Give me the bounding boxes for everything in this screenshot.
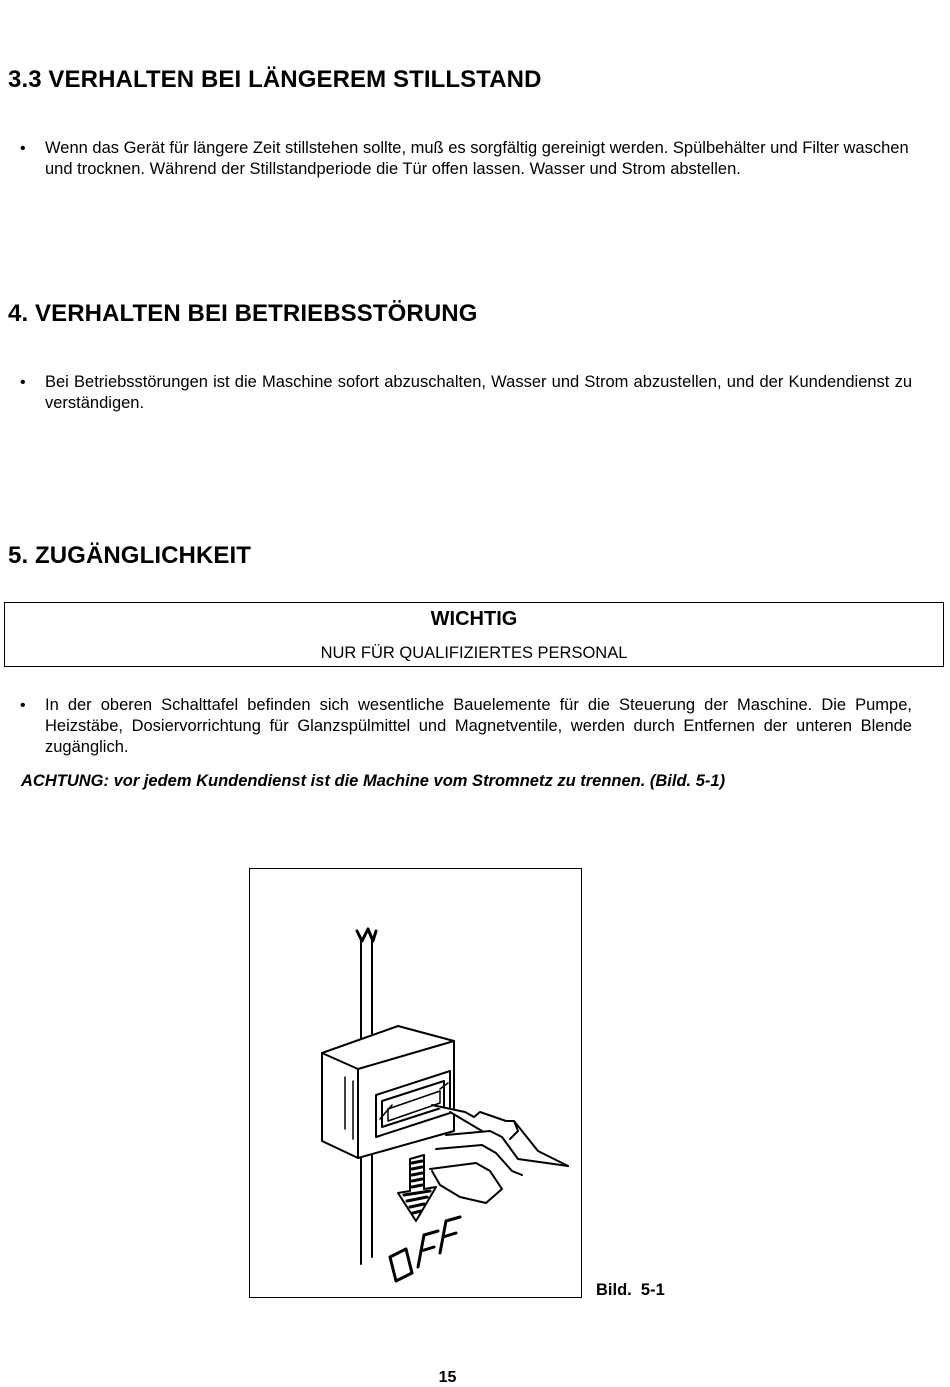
hand-pressing-off-switch-illustration xyxy=(250,869,581,1297)
notice-text: NUR FÜR QUALIFIZIERTES PERSONAL xyxy=(320,644,628,662)
section-5-bullet xyxy=(20,695,912,758)
section-4-text: Bei Betriebsstörungen ist die Maschine sofort abzuschalten, Wasser und Strom abzustellen, und der Kundendienst zu verständigen. xyxy=(45,373,912,412)
page-number: 15 xyxy=(438,1369,457,1386)
bullet-icon: • xyxy=(20,697,26,714)
section-5-text: In der oberen Schalttafel befinden sich wesentliche Bauelemente für die Steuerung der Maschine. Die Pumpe, Heizstäbe, Dosiervorrichtung für Glanzspülmittel und Magnetventile, werden durch Entfernen der unteren Blende zugänglich. xyxy=(45,696,912,756)
section-3-3-text: Wenn das Gerät für längere Zeit stillstehen sollte, muß es sorgfältig gereinigt werden. Spülbehälter und Filter waschen und trocknen. Während der Stillstandperiode die Tür offen lassen. Wasser und Strom abstellen. xyxy=(45,139,909,178)
figure-caption: Bild. 5-1 xyxy=(596,1281,665,1299)
figure-frame xyxy=(249,868,582,1298)
warning-text: ACHTUNG: vor jedem Kundendienst ist die Machine vom Stromnetz zu trennen. (Bild. 5-1) xyxy=(21,772,726,790)
section-4-heading: 4. VERHALTEN BEI BETRIEBSSTÖRUNG xyxy=(8,300,478,327)
bullet-icon: • xyxy=(20,140,26,157)
bullet-icon: • xyxy=(20,374,26,391)
section-4-bullet xyxy=(20,372,912,414)
notice-title: WICHTIG xyxy=(430,608,518,630)
section-5-heading: 5. ZUGÄNGLICHKEIT xyxy=(8,542,252,569)
section-3-3-heading: 3.3 VERHALTEN BEI LÄNGEREM STILLSTAND xyxy=(8,66,542,93)
section-3-3-bullet xyxy=(20,138,912,180)
important-notice-box xyxy=(4,602,944,667)
